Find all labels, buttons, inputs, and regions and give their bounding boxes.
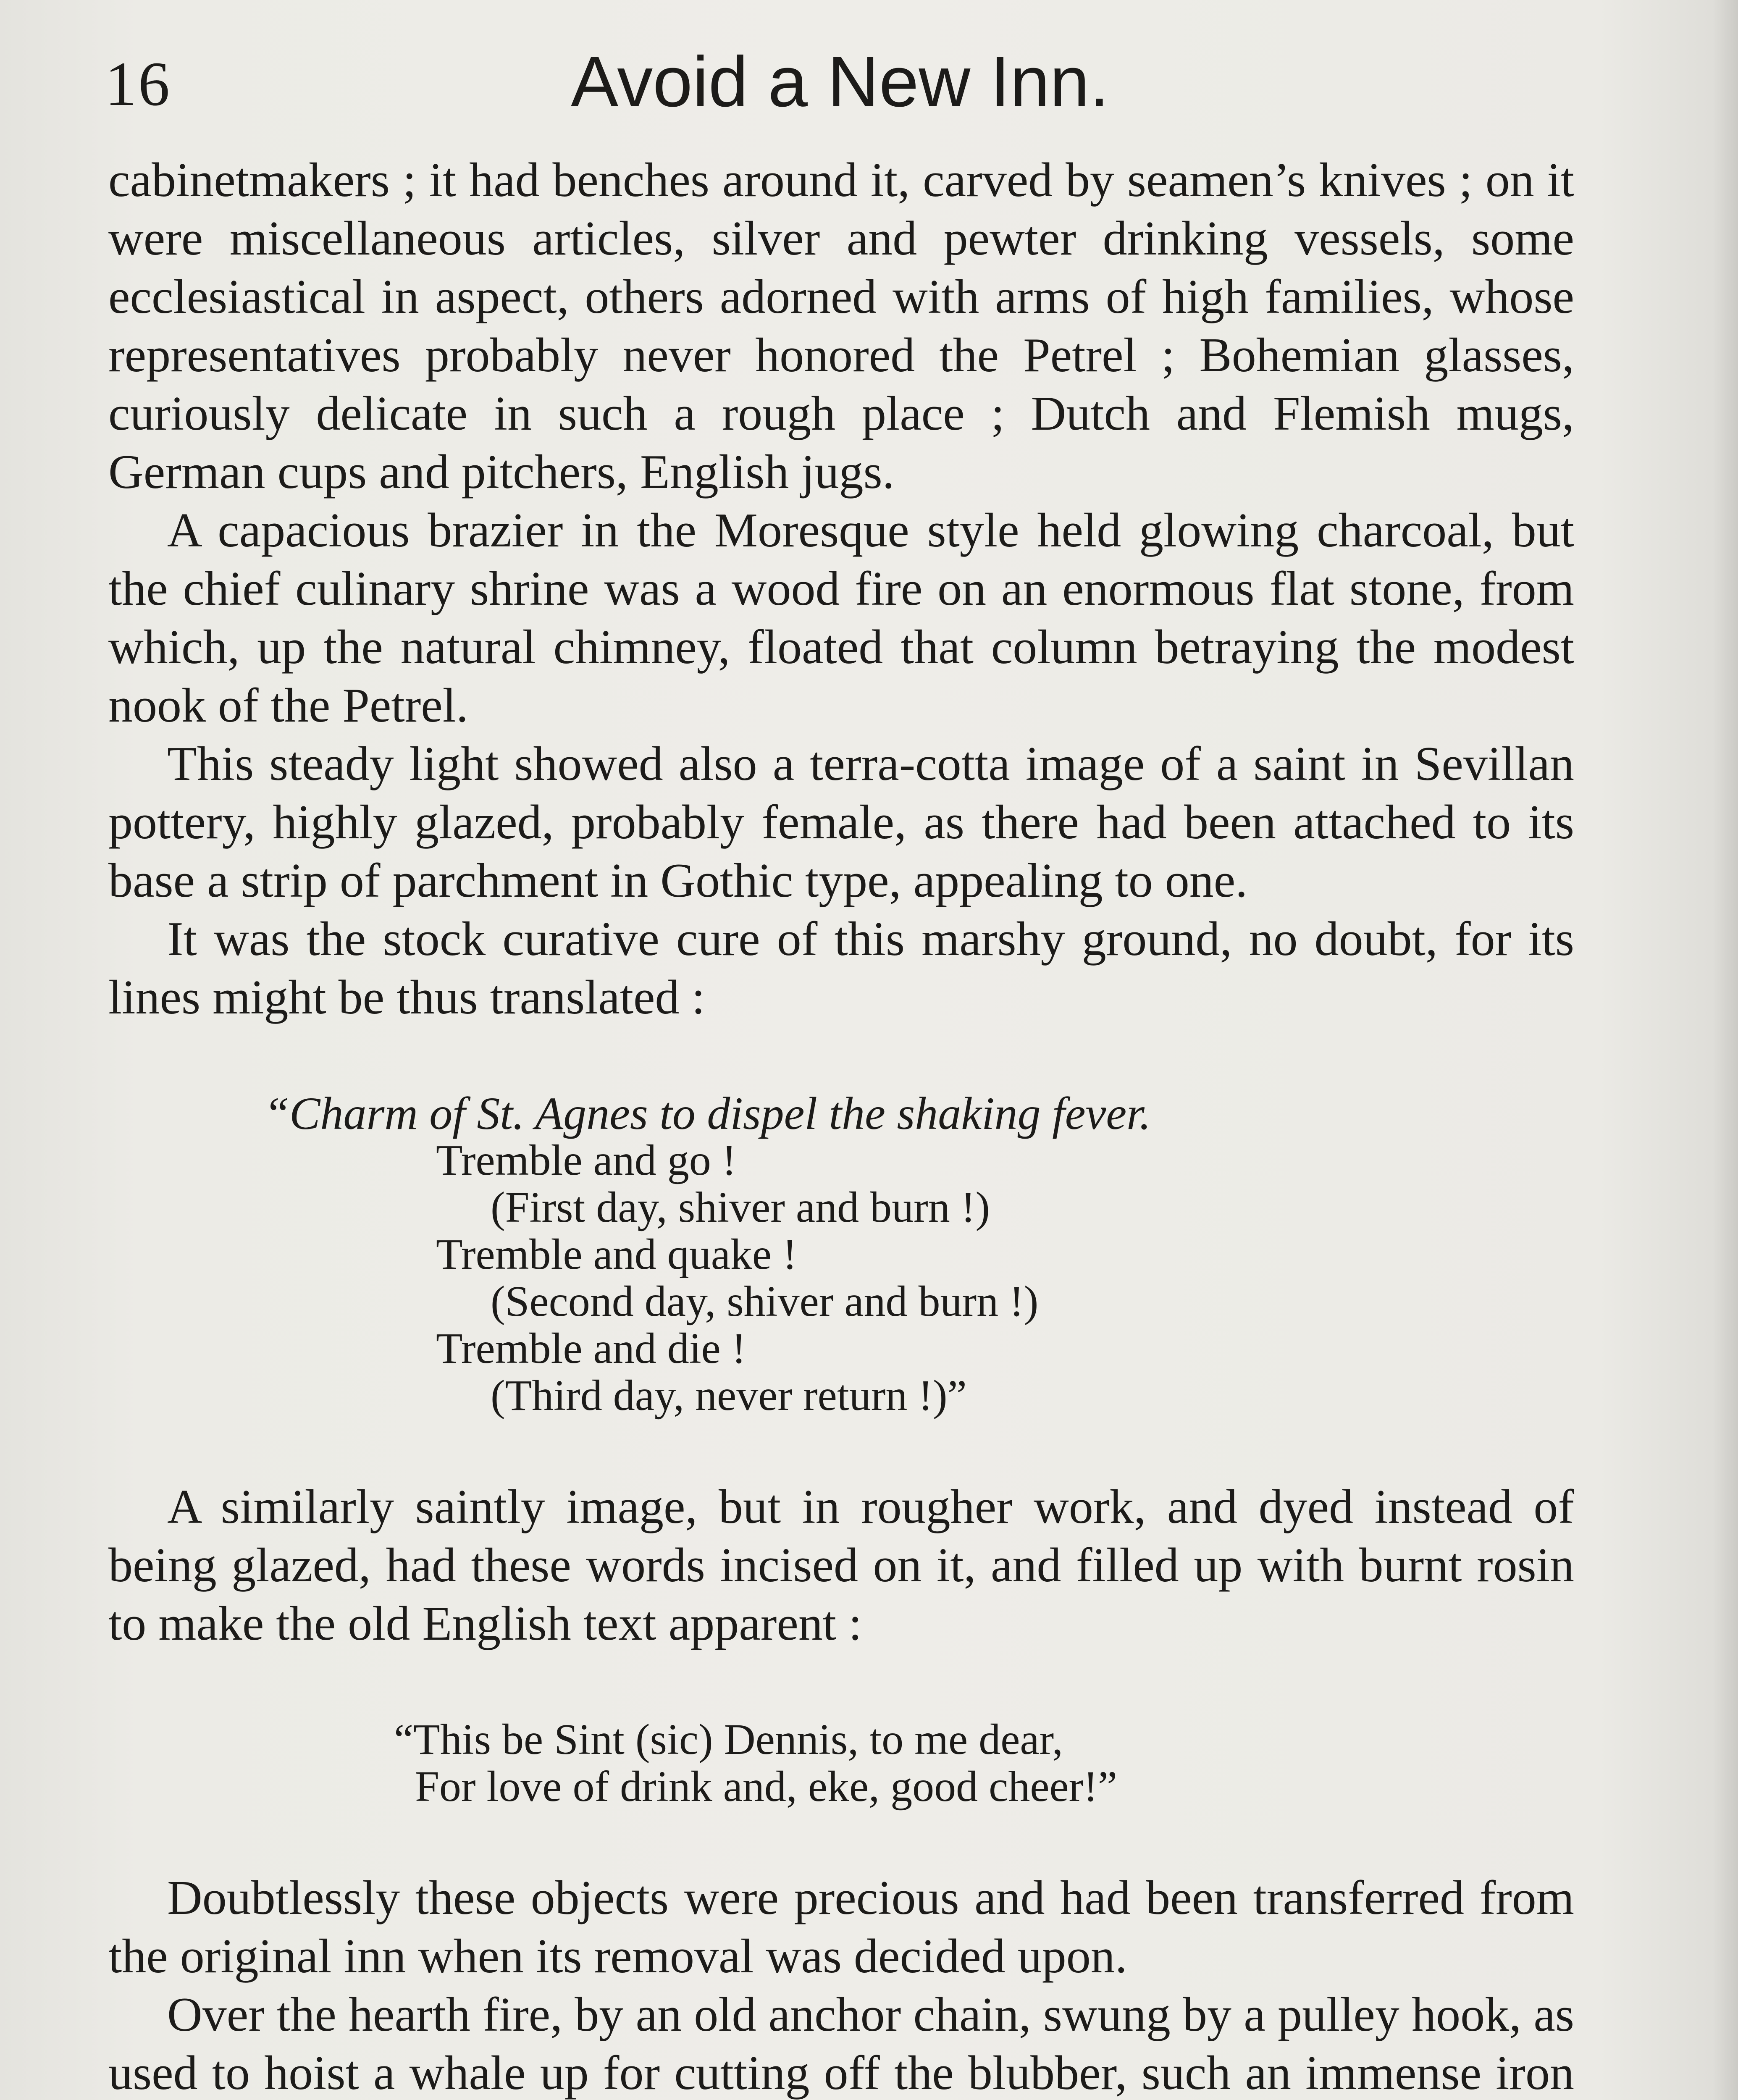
paragraph-brazier: A capacious brazier in the Moresque style held glowing charcoal, but the chief culinary shrine was a wood fire on an enormous flat stone, from which, up the natural chimney, floated that column betraying the modest nook of the Petrel. — [108, 504, 1574, 732]
spacer — [108, 1419, 1574, 1478]
body-text — [108, 151, 1574, 2100]
charm-line: (Second day, shiver and burn !) — [491, 1277, 1039, 1326]
charm-verse — [108, 1090, 1574, 1419]
paragraph-hearth-pot: Over the hearth fire, by an old anchor chain, swung by a pulley hook, as used to hoist a whale up for cutting off the blubber, such an immense iron — [108, 1988, 1574, 2100]
inscription-line: For love of drink and, eke, good cheer!” — [415, 1762, 1118, 1811]
running-title: Avoid a New Inn. — [570, 42, 1110, 122]
charm-title: “Charm of St. Agnes to dispel the shaking fever. — [264, 1088, 1151, 1139]
spacer — [108, 1810, 1574, 1869]
paragraph-saintly-image: A similarly saintly image, but in rougher work, and dyed instead of being glazed, had these words incised on it, and filled up with burnt rosin to make the old English text apparent : — [108, 1480, 1574, 1651]
paragraph-precious-objects: Doubtlessly these objects were precious and had been transferred from the original inn when its removal was decided upon. — [108, 1871, 1574, 1983]
paragraph-terracotta-saint: This steady light showed also a terra-cotta image of a saint in Sevillan pottery, highly glazed, probably female, as there had been attached to its base a strip of parchment in Gothic type, appealing to one. — [108, 737, 1574, 908]
paragraph-curative-cure: It was the stock curative cure of this marshy ground, no doubt, for its lines might be thus translated : — [108, 912, 1574, 1024]
page-edge-shadow — [1713, 0, 1738, 2100]
charm-line: (Third day, never return !)” — [491, 1371, 967, 1420]
inscription-line: “This be Sint (sic) Dennis, to me dear, — [394, 1715, 1063, 1764]
spacer — [108, 1653, 1574, 1716]
page-number: 16 — [105, 49, 171, 119]
charm-line: Tremble and die ! — [436, 1324, 746, 1373]
page-header — [105, 34, 1575, 130]
spacer — [108, 1027, 1574, 1090]
dennis-inscription — [108, 1716, 1574, 1810]
paragraph-continued: cabinetmakers ; it had benches around it, carved by seamen’s knives ; on it were miscellaneous articles, silver and pewter drinking vessels, some ecclesiastical in aspect, others adorned with arms of high families, whose representatives probably never honored the Petrel ; Bohemian glasses, curiously delicate in such a rough place ; Dutch and Flemish mugs, German cups and pitchers, English jugs. — [108, 153, 1574, 499]
charm-line: Tremble and quake ! — [436, 1230, 797, 1278]
charm-line: (First day, shiver and burn !) — [491, 1183, 990, 1231]
charm-line: Tremble and go ! — [436, 1136, 737, 1184]
